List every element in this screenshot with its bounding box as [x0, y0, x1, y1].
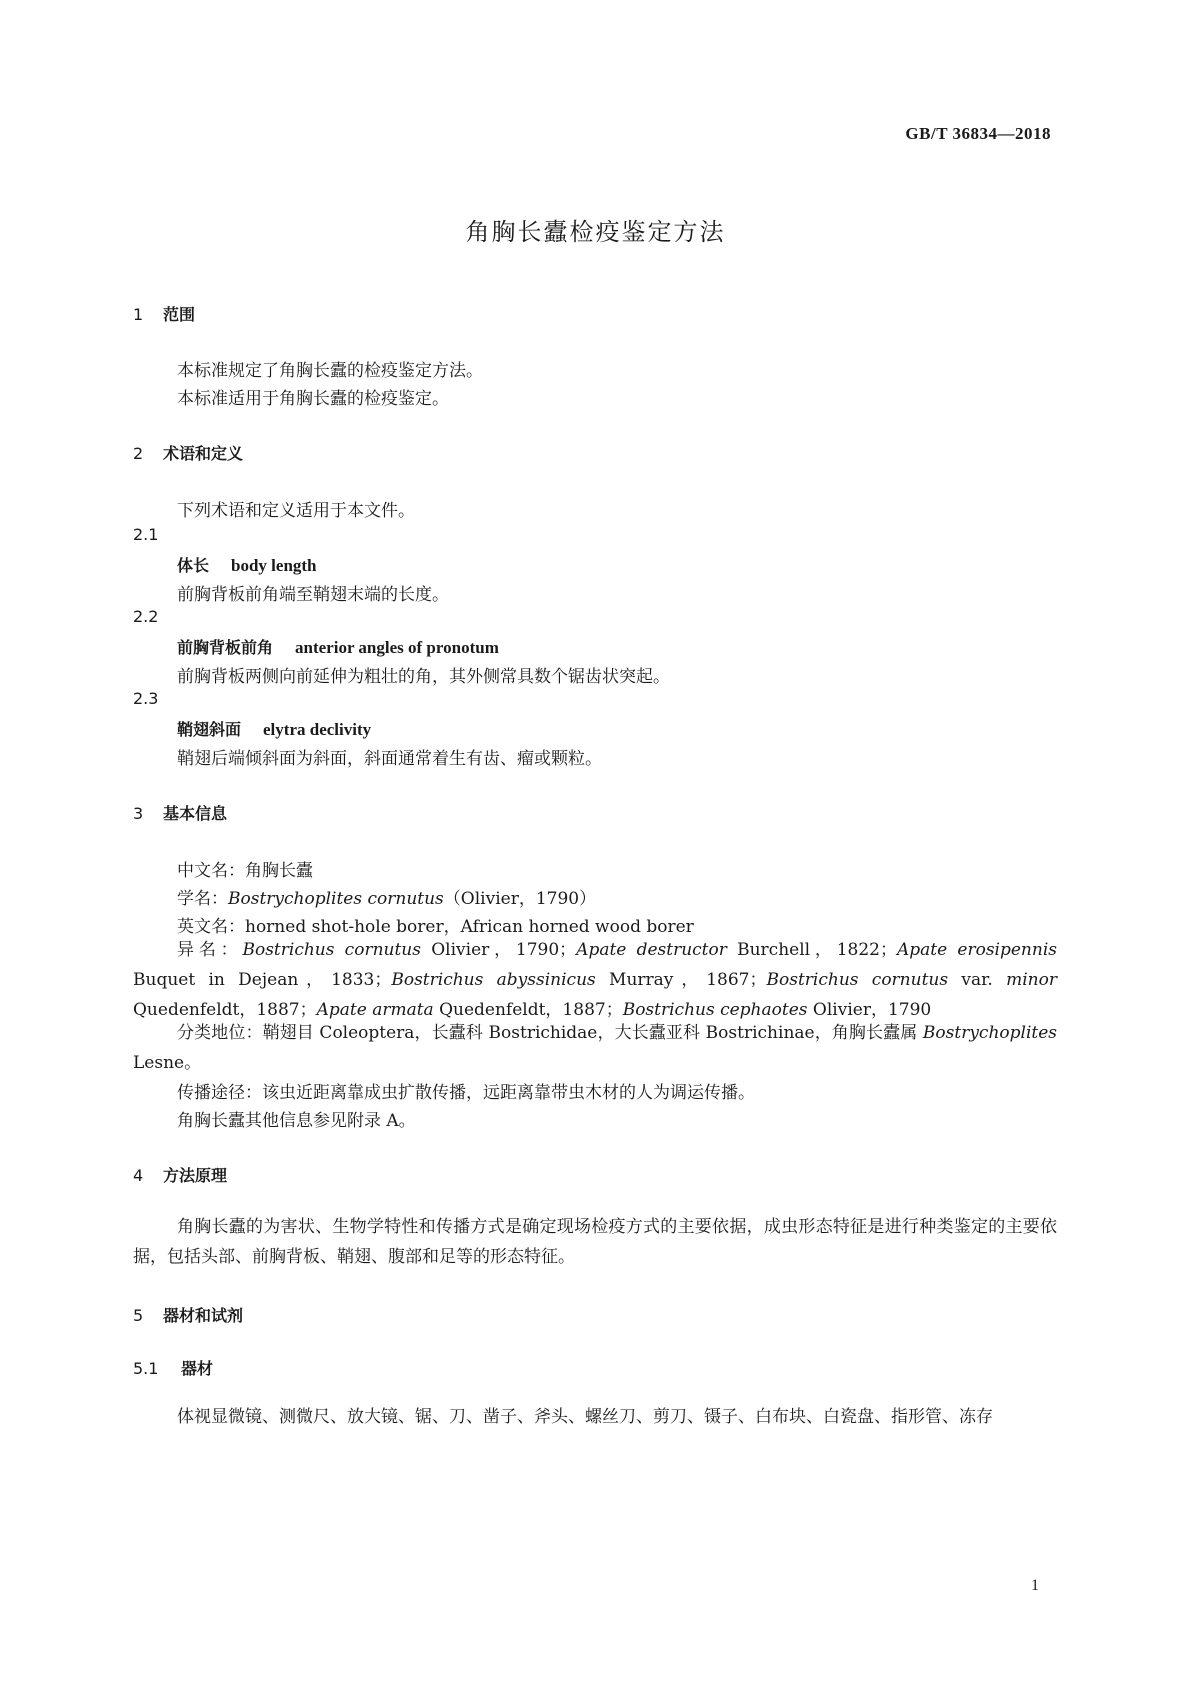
section-5-heading [133, 1303, 243, 1326]
author: （Olivier，1790） [443, 889, 597, 909]
document-title: 角胸长蠹检疫鉴定方法 [465, 218, 726, 246]
term-title [177, 553, 317, 576]
page-number: 1 [1031, 1577, 1039, 1594]
section-number: 4 [133, 1166, 144, 1185]
term-definition: 鞘翅后端倾斜面为斜面，斜面通常着生有齿、瘤或颗粒。 [177, 749, 602, 769]
synonym-name: Bostrichus abyssinicus [391, 970, 596, 990]
synonym-name: Apate armata [316, 1000, 434, 1020]
section-title: 方法原理 [163, 1166, 228, 1185]
section-number: 5 [133, 1306, 144, 1325]
species-name: Bostrychoplites cornutus [228, 889, 444, 909]
term-zh: 鞘翅斜面 [177, 720, 242, 739]
genus-name: Bostrychoplites [922, 1023, 1058, 1043]
english-name: 英文名：horned shot-hole borer，African horned wood borer [177, 917, 694, 937]
section-title: 范围 [163, 305, 196, 324]
other-info: 角胸长蠹其他信息参见附录 A。 [177, 1111, 416, 1131]
section-number: 2 [133, 444, 144, 463]
term-en: elytra declivity [263, 720, 372, 739]
synonym-name: Bostrichus cornutus [766, 970, 949, 990]
section-title: 基本信息 [163, 804, 228, 823]
term-zh: 体长 [177, 556, 210, 575]
taxonomy-paragraph [133, 1018, 1057, 1078]
spread-pathway: 传播途径：该虫近距离靠成虫扩散传播，远距离靠带虫木材的人为调运传播。 [177, 1083, 755, 1103]
section-4-heading [133, 1163, 227, 1186]
synonym-name: Bostrichus cornutus [242, 940, 421, 960]
term-number: 2.3 [133, 689, 159, 708]
term-en: body length [231, 556, 317, 575]
standard-code: GB/T 36834—2018 [905, 124, 1051, 143]
term-definition: 前胸背板前角端至鞘翅末端的长度。 [177, 585, 449, 605]
section-number: 3 [133, 804, 144, 823]
label: 异名： [177, 940, 243, 960]
term-title [177, 635, 499, 658]
genus-author: Lesne。 [133, 1053, 202, 1073]
section-3-heading [133, 801, 227, 824]
synonym-name: Bostrichus cephaotes [622, 1000, 808, 1020]
terms-intro: 下列术语和定义适用于本文件。 [177, 501, 415, 521]
term-en: anterior angles of pronotum [295, 638, 499, 657]
section-1-heading [133, 302, 195, 325]
section-title: 术语和定义 [163, 444, 244, 463]
synonym-author: Quedenfeldt，1887； [133, 1000, 317, 1020]
synonym-name: Apate erosipennis [896, 940, 1057, 960]
section-number: 1 [133, 305, 144, 324]
chinese-name: 中文名：角胸长蠹 [177, 861, 313, 881]
principle-paragraph: 角胸长蠹的为害状、生物学特性和传播方式是确定现场检疫方式的主要依据，成虫形态特征是进行种类鉴定的主要依据，包括头部、前胸背板、鞘翅、腹部和足等的形态特征。 [133, 1217, 1057, 1267]
synonym-author: Olivier，1790 [807, 1000, 932, 1020]
synonym-author: Quedenfeldt，1887； [433, 1000, 623, 1020]
subsection-number: 5.1 [133, 1359, 159, 1378]
synonyms-paragraph [133, 935, 1057, 1025]
synonym-author: Burchell，1822； [726, 940, 897, 960]
equipment-list: 体视显微镜、测微尺、放大镜、锯、刀、凿子、斧头、螺丝刀、剪刀、镊子、白布块、白瓷盘、指形管、冻存 [177, 1407, 993, 1427]
synonym-name: minor [1006, 970, 1057, 990]
label: 学名： [177, 889, 228, 909]
synonym-author: var. [948, 970, 1007, 990]
scientific-name [177, 884, 596, 909]
scope-paragraph-2: 本标准适用于角胸长蠹的检疫鉴定。 [177, 389, 449, 409]
section-2-heading [133, 441, 243, 464]
synonym-author: Olivier，1790； [420, 940, 577, 960]
scope-paragraph-1: 本标准规定了角胸长蠹的检疫鉴定方法。 [177, 361, 483, 381]
term-number: 2.2 [133, 607, 159, 626]
term-number: 2.1 [133, 525, 159, 544]
section-title: 器材和试剂 [163, 1306, 244, 1325]
subsection-5-1-heading [133, 1356, 213, 1379]
term-title [177, 717, 371, 740]
term-zh: 前胸背板前角 [177, 638, 274, 657]
synonym-author: Buquet in Dejean，1833； [133, 970, 392, 990]
term-definition: 前胸背板两侧向前延伸为粗壮的角，其外侧常具数个锯齿状突起。 [177, 667, 670, 687]
synonym-name: Apate destructor [576, 940, 727, 960]
synonym-author: Murray，1867； [595, 970, 767, 990]
subsection-title: 器材 [181, 1359, 214, 1378]
taxonomy-text: 分类地位：鞘翅目 Coleoptera，长蠹科 Bostrichidae，大长蠹亚科 Bostrichinae，角胸长蠹属 [177, 1023, 918, 1043]
